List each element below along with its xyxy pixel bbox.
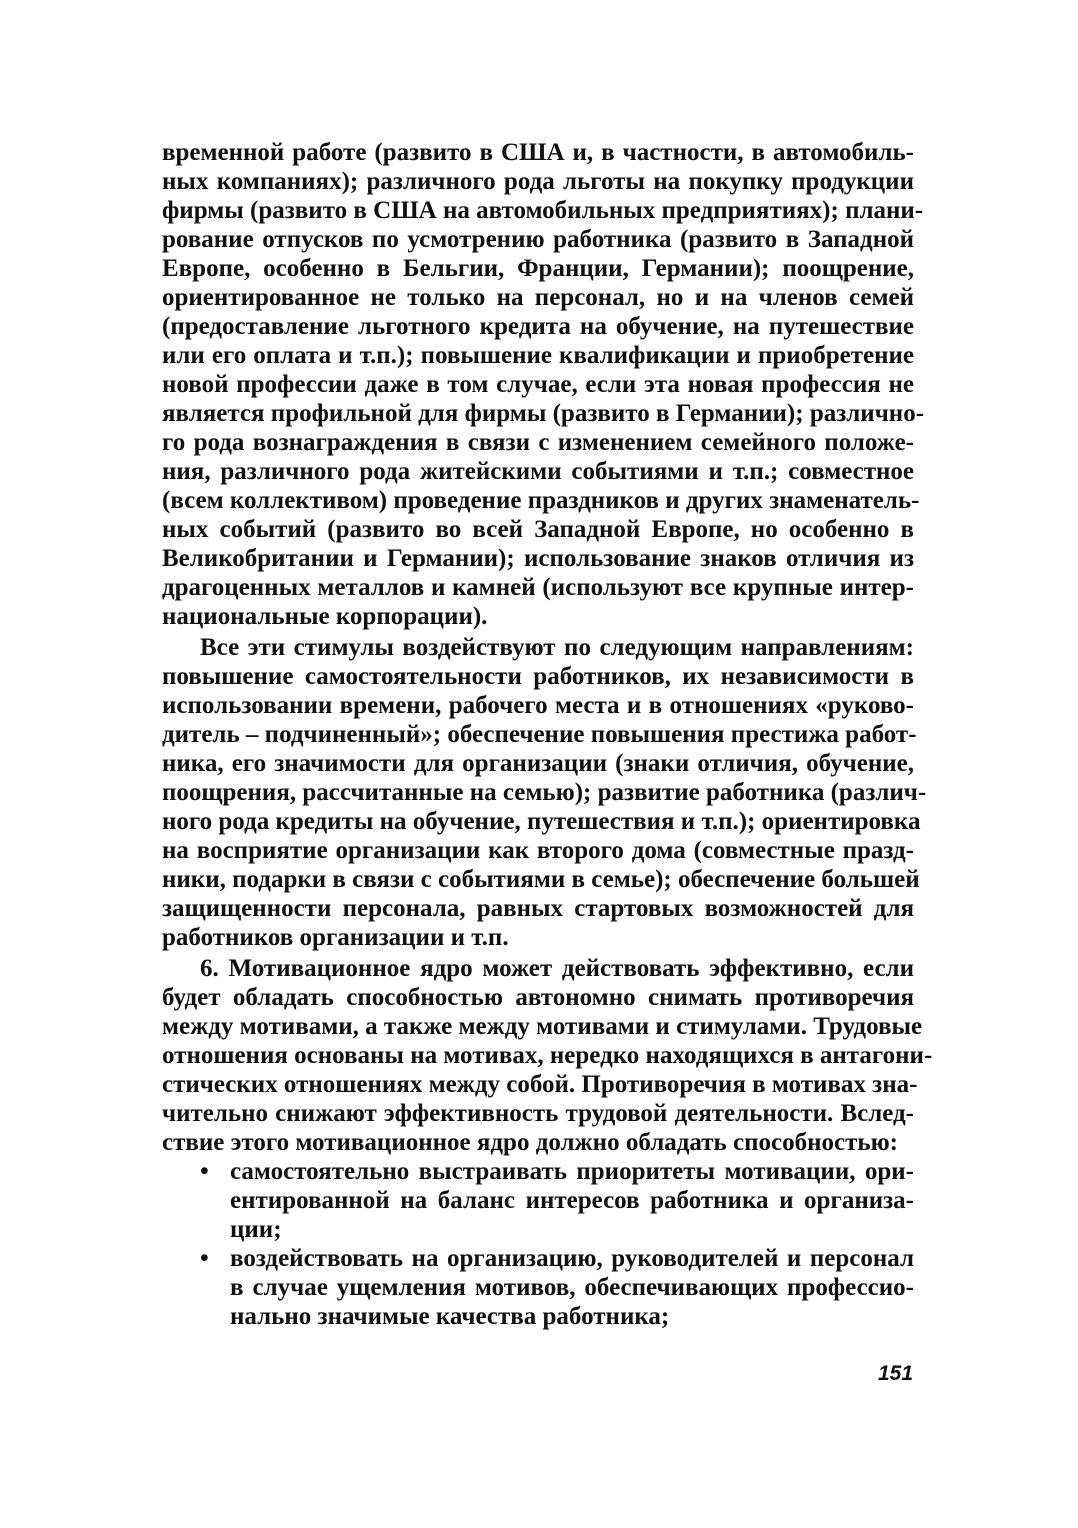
text-line: ориентированное не только на персонал, но и на членов семей: [162, 284, 914, 311]
page-body-text: [162, 138, 933, 1331]
text-line: повышение самостоятельности работников, их независимости в: [162, 663, 914, 690]
text-line: рование отпусков по усмотрению работника (развито в Западной: [162, 226, 914, 253]
text-line: Все эти стимулы воздействуют по следующим направлениям:: [200, 634, 914, 661]
text-line: воздействовать на организацию, руководителей и персонал: [230, 1245, 914, 1272]
text-line: или его оплата и т.п.); повышение квалификации и приобретение: [162, 342, 914, 369]
paragraph-2: [162, 633, 927, 952]
text-line: является профильной для фирмы (развито в Германии); различно-: [162, 400, 925, 427]
text-line: Европе, особенно в Бельгии, Франции, Германии); поощрение,: [162, 255, 914, 282]
paragraph-3: [162, 954, 933, 1157]
text-line: драгоценных металлов и камней (используют все крупные интер-: [162, 574, 914, 601]
text-line: будет обладать способностью автономно снимать противоречия: [162, 984, 914, 1011]
bullet-icon: •: [200, 1245, 209, 1272]
text-line: ника, его значимости для организации (знаки отличия, обучение,: [162, 750, 914, 777]
text-line: ции;: [230, 1216, 282, 1243]
text-line: стических отношениях между собой. Противоречия в мотивах зна-: [162, 1071, 918, 1098]
text-line: ники, подарки в связи с событиями в семье); обеспечение большей: [162, 866, 920, 893]
paragraph-1: [162, 138, 925, 631]
text-line: поощрения, рассчитанные на семью); развитие работника (различ-: [162, 779, 927, 806]
text-line: ных событий (развито во всей Западной Европе, но особенно в: [162, 516, 914, 543]
page-number: 151: [878, 1362, 914, 1385]
text-line: чительно снижают эффективность трудовой деятельности. Вслед-: [162, 1100, 914, 1127]
text-line: в случае ущемления мотивов, обеспечивающих профессио-: [230, 1274, 914, 1301]
text-line: фирмы (развито в США на автомобильных предприятиях); плани-: [162, 197, 924, 224]
text-line: дитель – подчиненный»; обеспечение повышения престижа работ-: [162, 721, 917, 748]
text-line: отношения основаны на мотивах, нередко находящихся в антагони-: [162, 1042, 933, 1069]
text-line: новой профессии даже в том случае, если эта новая профессия не: [162, 371, 914, 398]
text-line: Великобритании и Германии); использование знаков отличия из: [162, 545, 914, 572]
text-line: ентированной на баланс интересов работника и организа-: [230, 1187, 914, 1214]
text-line: ствие этого мотивационное ядро должно обладать способностью:: [162, 1129, 899, 1156]
bullet-item: [162, 1157, 914, 1244]
text-line: нально значимые качества работника;: [230, 1303, 670, 1330]
text-line: 6. Мотивационное ядро может действовать эффективно, если: [200, 955, 914, 982]
text-line: ного рода кредиты на обучение, путешествия и т.п.); ориентировка: [162, 808, 921, 835]
text-line: (предоставление льготного кредита на обучение, на путешествие: [162, 313, 914, 340]
text-line: ния, различного рода житейскими событиями и т.п.; совместное: [162, 458, 914, 485]
text-line: временной работе (развито в США и, в частности, в автомобиль-: [162, 139, 914, 166]
text-line: между мотивами, а также между мотивами и стимулами. Трудовые: [162, 1013, 923, 1040]
text-line: защищенности персонала, равных стартовых возможностей для: [162, 895, 914, 922]
text-line: ных компаниях); различного рода льготы на покупку продукции: [162, 168, 914, 195]
bullet-list: [162, 1157, 914, 1331]
text-line: использовании времени, рабочего места и в отношениях «руково-: [162, 692, 914, 719]
text-line: самостоятельно выстраивать приоритеты мотивации, ори-: [230, 1158, 914, 1185]
text-line: национальные корпорации).: [162, 603, 488, 630]
text-line: на восприятие организации как второго дома (совместные празд-: [162, 837, 914, 864]
text-line: работников организации и т.п.: [162, 924, 509, 951]
bullet-icon: •: [200, 1158, 209, 1185]
text-line: го рода вознаграждения в связи с изменением семейного положе-: [162, 429, 914, 456]
text-line: (всем коллективом) проведение праздников и других знаменатель-: [162, 487, 920, 514]
bullet-item: [162, 1244, 914, 1331]
